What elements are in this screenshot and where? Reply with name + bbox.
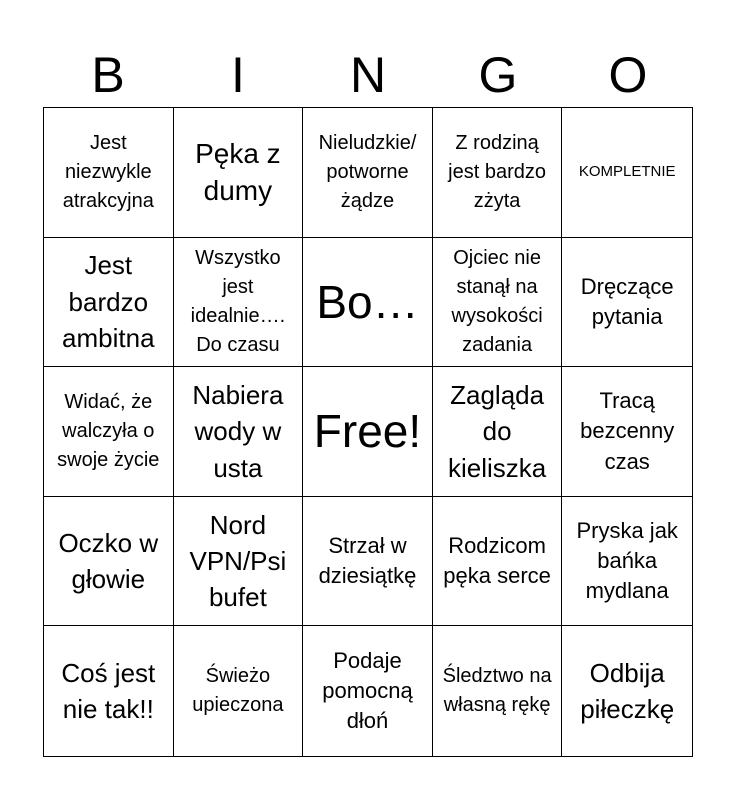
bingo-cell[interactable] (562, 367, 692, 497)
cell-text: Ojciec nie stanął na wysokości zadania (451, 246, 543, 356)
cell-text: KOMPLETNIE (578, 163, 676, 181)
cell-text: Coś jest nie tak!! (61, 657, 156, 725)
bingo-cell[interactable] (303, 626, 433, 756)
bingo-cell[interactable] (174, 367, 304, 497)
cell-text: Wszystko jest idealnie…. Do czasu (190, 246, 286, 356)
bingo-cell[interactable] (44, 108, 174, 238)
bingo-cell[interactable] (44, 367, 174, 497)
cell-text: Z rodziną jest bardzo zżyta (448, 131, 547, 212)
cell-text: Oczko w głowie (58, 527, 159, 595)
bingo-cell[interactable] (433, 238, 563, 368)
cell-text: Podaje pomocną dłoń (322, 647, 413, 734)
bingo-cell[interactable] (303, 238, 433, 368)
bingo-cell[interactable] (433, 108, 563, 238)
cell-text: Jest bardzo ambitna (62, 250, 155, 354)
header-letter-g: G (478, 47, 518, 103)
cell-text: Tracą bezcenny czas (580, 387, 675, 474)
header-letter-n: N (349, 47, 387, 103)
cell-text: Dręczące pytania (580, 273, 674, 329)
header-letter-i: I (231, 47, 245, 103)
bingo-cell[interactable] (562, 497, 692, 627)
bingo-cell[interactable] (303, 497, 433, 627)
bingo-cell[interactable] (44, 497, 174, 627)
cell-text: Zagląda do kieliszka (447, 379, 547, 483)
cell-text: Świeżo upieczona (192, 665, 284, 717)
free-space-label: Free! (313, 405, 422, 458)
bingo-cell[interactable] (174, 626, 304, 756)
cell-text: Pęka z dumy (195, 137, 281, 207)
bingo-cell[interactable] (44, 626, 174, 756)
cell-text: Nord VPN/Psi bufet (189, 509, 287, 613)
cell-text: Strzał w dziesiątkę (318, 532, 417, 589)
bingo-cell[interactable] (562, 108, 692, 238)
bingo-cell[interactable] (174, 108, 304, 238)
cell-text: Rodzicom pęka serce (443, 532, 551, 589)
cell-text: Śledztwo na własną rękę (442, 665, 552, 717)
cell-text: Widać, że walczyła o swoje życie (57, 390, 160, 471)
bingo-board (43, 107, 693, 757)
cell-text: Odbija piłeczkę (580, 657, 675, 725)
header-letter-o: O (608, 47, 648, 103)
bingo-cell[interactable] (562, 626, 692, 756)
free-space-cell[interactable] (303, 367, 433, 497)
cell-text: Jest niezwykle atrakcyjna (62, 131, 154, 212)
bingo-cell[interactable] (174, 238, 304, 368)
cell-text: Pryska jak bańka mydlana (576, 517, 678, 604)
bingo-header (43, 42, 693, 108)
cell-text: Nabiera wody w usta (192, 379, 284, 483)
bingo-cell[interactable] (562, 238, 692, 368)
header-letter-b: B (91, 47, 125, 103)
bingo-cell[interactable] (433, 367, 563, 497)
bingo-cell[interactable] (433, 626, 563, 756)
cell-text: Nieludzkie/ potworne żądze (318, 131, 417, 212)
bingo-cell[interactable] (433, 497, 563, 627)
bingo-cell[interactable] (303, 108, 433, 238)
cell-text: Bo… (316, 275, 419, 328)
bingo-cell[interactable] (174, 497, 304, 627)
bingo-cell[interactable] (44, 238, 174, 368)
